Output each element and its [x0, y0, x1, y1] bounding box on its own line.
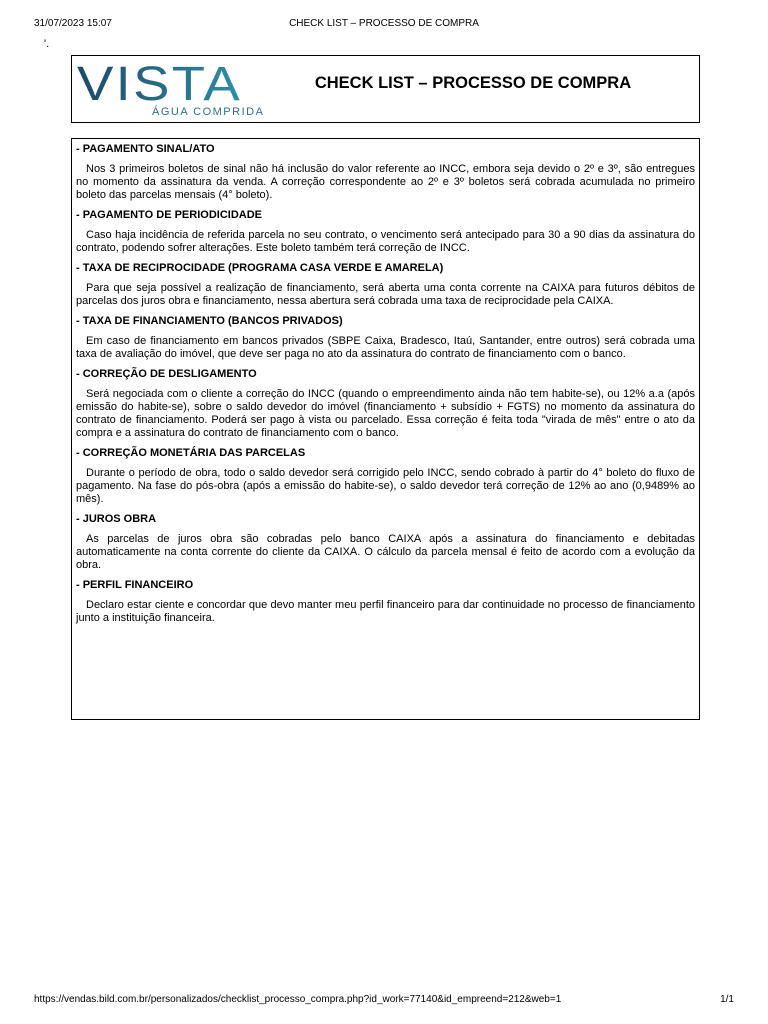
- document-header: [71, 55, 700, 123]
- section-title: - PERFIL FINANCEIRO: [76, 579, 194, 591]
- section-body: Caso haja incidência de referida parcela no seu contrato, o vencimento será antecipado para 30 a 90 dias da assinatura do contrato, podendo sofrer alterações. Este boleto também terá correção de INCC.: [76, 229, 695, 254]
- checklist-content: [71, 138, 700, 720]
- vista-logo: [77, 58, 265, 118]
- section-title: - CORREÇÃO MONETÁRIA DAS PARCELAS: [76, 447, 306, 459]
- section-body: As parcelas de juros obra são cobradas pelo banco CAIXA após a assinatura do financiamento e debitadas automaticamente na conta corrente do cliente da CAIXA. O cálculo da parcela mensal é feito de acordo com a evolução da obra.: [76, 533, 695, 571]
- print-footer: [34, 993, 734, 1007]
- section-body: Será negociada com o cliente a correção do INCC (quando o empreendimento ainda não tem habite-se), ou 12% a.a (após emissão do habite-se), sobre o saldo devedor do imóvel (financiamento + subsídio + FGTS) no momento da assinatura do contrato de financiamento. Poderá ser pago à vista ou parcelado. Essa correção é feita toda "virada de mês" entre o ato da compra e a assinatura do contrato de financiamento com o banco.: [76, 388, 695, 439]
- section-body: Durante o período de obra, todo o saldo devedor será corrigido pelo INCC, sendo cobrado à partir do 4° boleto do fluxo de pagamento. Na fase do pós-obra (após a emissão do habite-se), o saldo devedor terá correção de 12% ao ano (0,9489% ao mês).: [76, 467, 695, 505]
- logo-brand-text: VISTA: [77, 58, 242, 111]
- checklist-section: [76, 209, 695, 255]
- section-body: Nos 3 primeiros boletos de sinal não há inclusão do valor referente ao INCC, embora seja devido o 2º e 3º, são entregues no momento da assinatura da venda. A correção correspondente ao 2º e 3º boletos será cobrada acumulada no primeiro boleto das parcelas mensais (4° boleto).: [76, 163, 695, 201]
- section-body: Para que seja possível a realização de financiamento, será aberta uma conta corrente na CAIXA para futuros débitos de parcelas dos juros obra e financiamento, nessa abertura será cobrada uma taxa de reciprocidade pela CAIXA.: [76, 282, 695, 307]
- section-title: - JUROS OBRA: [76, 513, 157, 525]
- print-datetime: 31/07/2023 15:07: [34, 18, 112, 29]
- section-title: - PAGAMENTO SINAL/ATO: [76, 143, 215, 155]
- section-body: Em caso de financiamento em bancos privados (SBPE Caixa, Bradesco, Itaú, Santander, entre outros) será cobrada uma taxa de avaliação do imóvel, que deve ser paga no ato da assinatura do contrato de financiamento com o banco.: [76, 335, 695, 360]
- checklist-section: [76, 315, 695, 361]
- print-header: [34, 17, 734, 31]
- print-page-title: CHECK LIST – PROCESSO DE COMPRA: [289, 18, 479, 29]
- checklist-section: [76, 262, 695, 308]
- checklist-section: [76, 143, 695, 202]
- section-title: - TAXA DE FINANCIAMENTO (BANCOS PRIVADOS): [76, 315, 343, 327]
- document-title: CHECK LIST – PROCESSO DE COMPRA: [314, 74, 632, 92]
- page-url: https://vendas.bild.com.br/personalizados/checklist_processo_compra.php?id_work=77140&id_empreend=212&web=1: [34, 994, 562, 1005]
- section-title: - TAXA DE RECIPROCIDADE (PROGRAMA CASA VERDE E AMARELA): [76, 262, 444, 274]
- section-title: - PAGAMENTO DE PERIODICIDADE: [76, 209, 262, 221]
- logo-tagline-text: ÁGUA COMPRIDA: [152, 106, 265, 118]
- section-body: Declaro estar ciente e concordar que devo manter meu perfil financeiro para dar continuidade no processo de financiamento junto a instituição financeira.: [76, 599, 695, 624]
- checklist-section: [76, 447, 695, 506]
- section-title: - CORREÇÃO DE DESLIGAMENTO: [76, 368, 257, 380]
- page-number: 1/1: [720, 994, 734, 1005]
- checklist-section: [76, 368, 695, 440]
- stray-mark: '.: [44, 38, 50, 50]
- checklist-section: [76, 579, 695, 625]
- checklist-section: [76, 513, 695, 572]
